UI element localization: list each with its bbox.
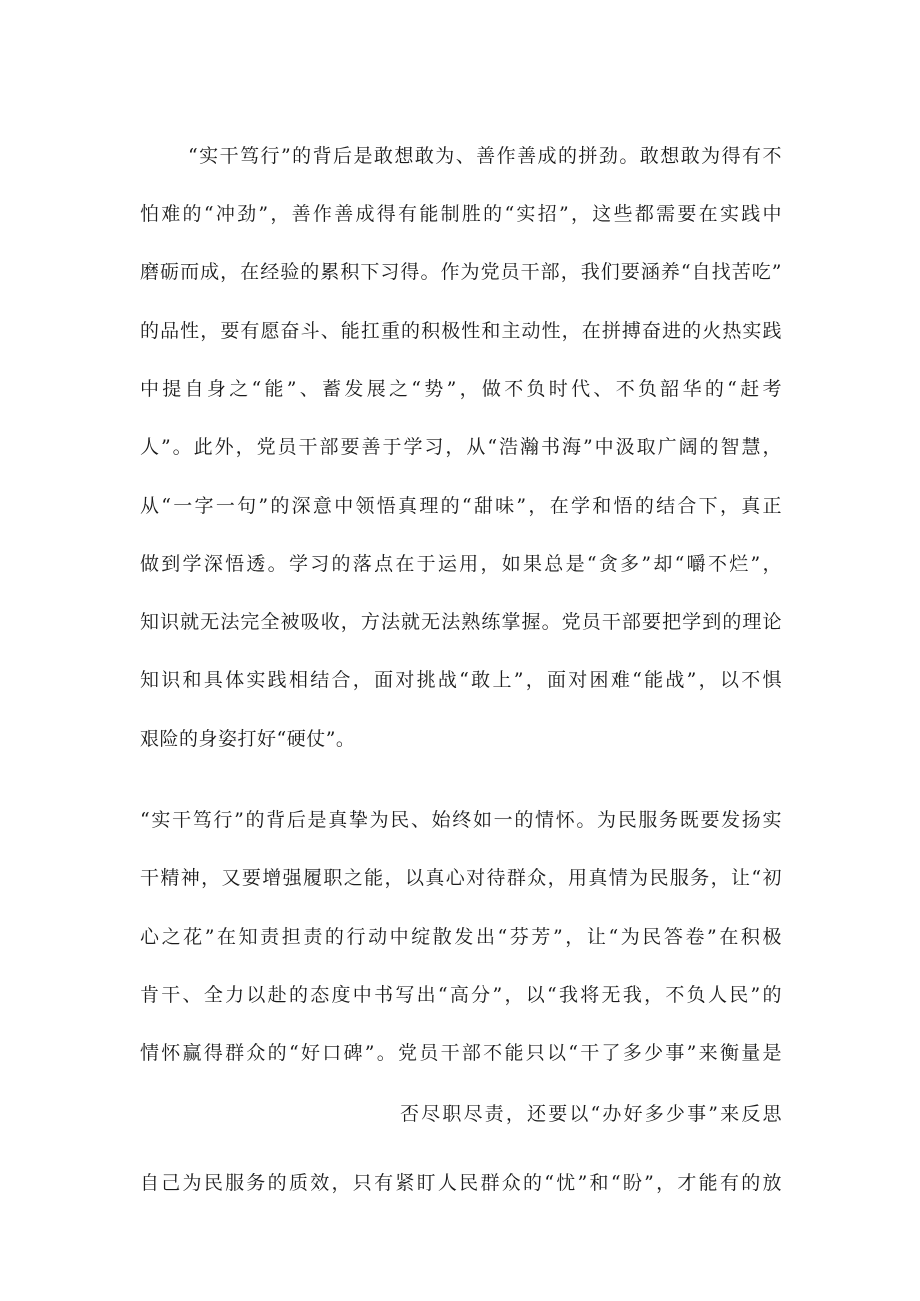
text-line: 知识和具体实践相结合，面对挑战“敢上”，面对困难“能战”，以不惧 (140, 669, 782, 691)
text-line: 知识就无法完全被吸收，方法就无法熟练掌握。党员干部要把学到的理论 (140, 611, 782, 633)
text-line: 人”。此外，党员干部要善于学习，从“浩瀚书海”中汲取广阔的智慧， (140, 436, 782, 458)
text-line: 干精神，又要增强履职之能，以真心对待群众，用真情为民服务，让“初 (140, 867, 782, 889)
text-line: 中提自身之“能”、蓄发展之“势”，做不负时代、不负韶华的“赶考 (140, 378, 782, 400)
text-line: 的品性，要有愿奋斗、能扛重的积极性和主动性，在拼搏奋进的火热实践 (140, 320, 782, 342)
text-line: 心之花”在知责担责的行动中绽散发出“芬芳”，让“为民答卷”在积极 (140, 926, 782, 948)
text-line: 做到学深悟透。学习的落点在于运用，如果总是“贪多”却“嚼不烂”， (140, 553, 782, 575)
text-line: “实干笃行”的背后是敢想敢为、善作善成的拼劲。敢想敢为得有不 (188, 145, 782, 167)
text-line: 艰险的身姿打好“硬仗”。 (140, 728, 356, 750)
text-line: “实干笃行”的背后是真挚为民、始终如一的情怀。为民服务既要发扬实 (140, 809, 782, 831)
text-line: 怕难的“冲劲”，善作善成得有能制胜的“实招”，这些都需要在实践中 (140, 203, 782, 225)
text-line: 肯干、全力以赴的态度中书写出“高分”，以“我将无我，不负人民”的 (140, 984, 782, 1006)
text-line: 自己为民服务的质效，只有紧盯人民群众的“忧”和“盼”，才能有的放 (140, 1172, 782, 1194)
text-line: 否尽职尽责，还要以“办好多少事”来反思 (400, 1103, 782, 1125)
text-line: 情怀赢得群众的“好口碑”。党员干部不能只以“干了多少事”来衡量是 (140, 1042, 782, 1064)
text-line: 磨砺而成，在经验的累积下习得。作为党员干部，我们要涵养“自找苦吃” (140, 261, 782, 283)
text-line: 从“一字一句”的深意中领悟真理的“甜味”，在学和悟的结合下，真正 (140, 495, 782, 517)
